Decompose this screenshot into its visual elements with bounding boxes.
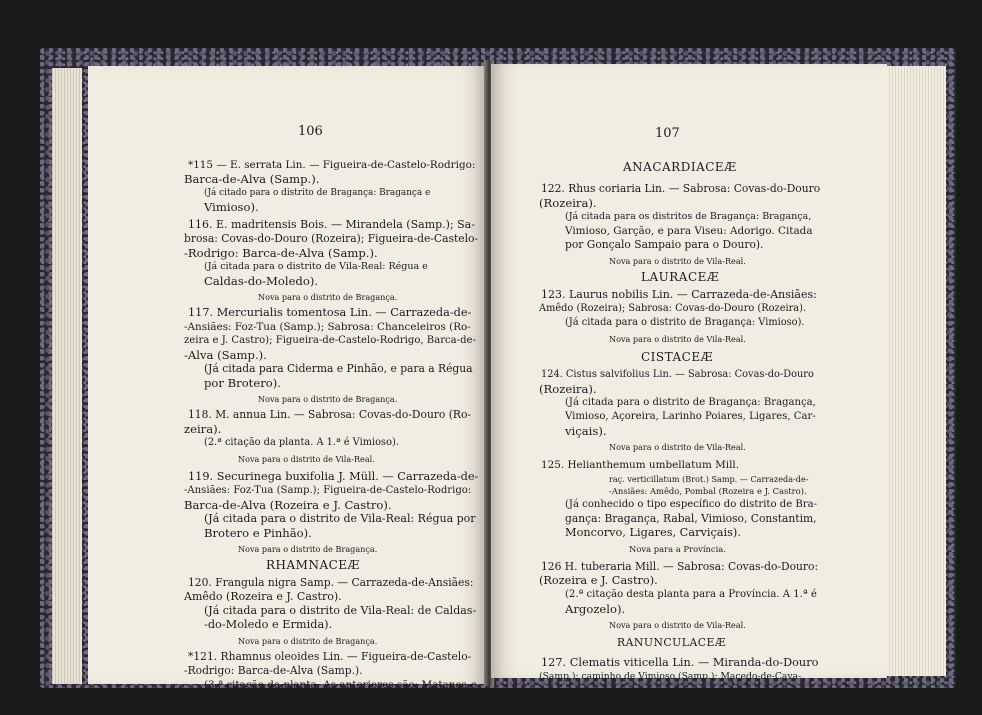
left-page xyxy=(88,66,486,706)
left-page-text-line: -Ansiães: Foz-Tua (Samp.); Figueira-de-Castelo-Rodrigo: xyxy=(184,485,472,496)
left-page-text-line: 120. Frangula nigra Samp. — Carrazeda-de-Ansiães: xyxy=(188,576,474,589)
left-page-text-line: (Já citada para o distrito de Vila-Real: de Caldas- xyxy=(204,604,477,617)
right-page-family-heading: RANUNCULACEÆ xyxy=(617,636,727,649)
left-page-text-line: 116. E. madritensis Bois. — Mirandela (Samp.); Sa- xyxy=(188,218,475,231)
left-page-text-line: -Rodrigo: Barca-de-Alva (Samp.). xyxy=(184,664,363,677)
left-page-text-line: *121. Rhamnus oleoides Lin. — Figueira-de-Castelo- xyxy=(188,650,472,663)
left-page-text-line: brosa: Covas-do-Douro (Rozeira); Figueira-de-Castelo- xyxy=(184,232,479,245)
left-page-text-line: Pinhão). xyxy=(204,692,253,706)
right-page-text-line: Argozelo). xyxy=(565,602,626,616)
right-page-text-line: por Gonçalo Sampaio para o Douro). xyxy=(565,238,764,251)
left-page-family-heading: RHAMNACEÆ xyxy=(266,558,361,572)
right-page-text-line: 123. Laurus nobilis Lin. — Carrazeda-de-Ansiães: xyxy=(541,288,817,301)
left-page-text-line: por Brotero). xyxy=(204,376,281,390)
right-page-text-line: (Samp.); caminho de Vimioso (Samp.); Macedo-de-Cava- xyxy=(539,671,802,682)
left-page-text-line: zeira e J. Castro); Figueira-de-Castelo-Rodrigo, Barca-de- xyxy=(184,335,476,346)
left-page-text-line: Nova para o distrito de Vila-Real. xyxy=(238,454,375,464)
right-page-text-line: -Ansiães: Amêdo, Pombal (Rozeira e J. Castro). xyxy=(609,486,807,496)
right-page-text-line: Vimioso, Açoreira, Larinho Poiares, Ligares, Car- xyxy=(565,411,816,422)
right-page-text-line: 127. Clematis viticella Lin. — Miranda-do-Douro xyxy=(541,656,819,669)
right-page-text-line: (Já conhecido o tipo específico do distrito de Bra- xyxy=(565,499,817,510)
right-page-text-line: (Já citada para o distrito de Bragança: Bragança, xyxy=(565,397,816,408)
right-page-text-line: Nova para o distrito de Vila-Real. xyxy=(609,442,746,452)
left-page-text-line: Barca-de-Alva (Samp.). xyxy=(184,172,320,186)
right-page-text-line: (Rozeira). xyxy=(539,196,597,210)
right-page-text-line: raç. verticillatum (Brot.) Samp. — Carrazeda-de- xyxy=(609,474,809,484)
left-page-text-line: 119. Securinega buxifolia J. Müll. — Carrazeda-de- xyxy=(188,470,479,483)
left-page-text-line: -Ansiães: Foz-Tua (Samp.); Sabrosa: Chanceleiros (Ro- xyxy=(184,321,471,333)
right-page-number: 107 xyxy=(655,126,680,141)
left-page-text-line: zeira). xyxy=(184,422,222,436)
right-page xyxy=(491,64,887,682)
left-page-text-line: 117. Mercurialis tomentosa Lin. — Carrazeda-de- xyxy=(188,306,472,319)
left-page-text-line: Amêdo (Rozeira e J. Castro). xyxy=(184,590,342,603)
left-page-text-line: Barca-de-Alva (Rozeira e J. Castro). xyxy=(184,498,392,512)
right-page-text-line: 124. Cistus salvifolius Lin. — Sabrosa: Covas-do-Douro xyxy=(541,369,814,380)
right-page-text-line: viçais). xyxy=(565,424,607,438)
right-page-text-line: Nova para o distrito de Vila-Real. xyxy=(609,256,746,266)
left-page-text-line: -Rodrigo: Barca-de-Alva (Samp.). xyxy=(184,246,378,260)
left-page-text-line: (Já citado para o distrito de Bragança: Bragança e xyxy=(204,188,431,198)
right-page-text-line: Vimioso, Garção, e para Viseu: Adorigo. Citada xyxy=(565,225,813,237)
left-page-text-line: (Já citada para o distrito de Vila-Real: Régua por xyxy=(204,512,476,525)
right-page-text-line: 122. Rhus coriaria Lin. — Sabrosa: Covas-do-Douro xyxy=(541,182,821,195)
left-page-text-line: Nova para o distrito de Bragança. xyxy=(238,636,378,646)
left-page-text-line: 118. M. annua Lin. — Sabrosa: Covas-do-Douro (Ro- xyxy=(188,408,472,421)
right-page-text-line: (Já citada para o distrito de Bragança: Vimioso). xyxy=(565,317,805,328)
right-page-text-line: 126 H. tuberaria Mill. — Sabrosa: Covas-do-Douro: xyxy=(541,560,819,573)
right-page-text-line: (Rozeira e J. Castro). xyxy=(539,574,658,587)
right-page-text-line: Amêdo (Rozeira); Sabrosa: Covas-do-Douro (Rozeira). xyxy=(539,303,807,314)
right-page-text-line: Nova para o distrito de Vila-Real. xyxy=(609,620,746,630)
left-page-text-line: (3.ª citação da planta. As anteriores são: Matança e xyxy=(204,679,477,691)
left-page-text-line: -Alva (Samp.). xyxy=(184,348,267,362)
left-page-text-line: Brotero e Pinhão). xyxy=(204,526,312,540)
page-edges-left xyxy=(52,68,82,684)
right-page-text-line: (2.ª citação desta planta para a Província. A 1.ª é xyxy=(565,589,817,600)
right-page-text-line: gança: Bragança, Rabal, Vimioso, Constantim, xyxy=(565,512,817,525)
left-page-text-line: (Já citada para Ciderma e Pinhão, e para a Régua xyxy=(204,362,473,375)
left-page-text-line: *115 — E. serrata Lin. — Figueira-de-Castelo-Rodrigo: xyxy=(188,159,476,171)
right-page-family-heading: CISTACEÆ xyxy=(641,350,714,364)
left-page-text-line: Nova para o distrito de Bragança. xyxy=(238,544,378,554)
left-page-text-line: -do-Moledo e Ermida). xyxy=(204,618,333,631)
right-page-family-heading: ANACARDIACEÆ xyxy=(623,160,737,174)
left-page-text-line: Vimioso). xyxy=(204,200,259,214)
right-page-text-line: (Rozeira). xyxy=(539,382,597,396)
left-page-number: 106 xyxy=(298,124,323,139)
right-page-text-line: 125. Helianthemum umbellatum Mill. xyxy=(541,459,740,471)
left-page-text-line: (Já citada para o distrito de Vila-Real: Régua e xyxy=(204,261,428,272)
left-page-text-line: Nova para o distrito de Bragança. xyxy=(258,394,398,404)
left-page-text-line: Caldas-do-Moledo). xyxy=(204,274,319,288)
page-edges-right xyxy=(886,66,946,676)
left-page-text-line: Nova para o distrito de Bragança. xyxy=(258,292,398,302)
right-page-text-line: Nova para o distrito de Vila-Real. xyxy=(609,334,746,344)
right-page-text-line: Nova para a Província. xyxy=(629,544,726,554)
right-page-text-line: Moncorvo, Ligares, Carviçais). xyxy=(565,526,741,539)
right-page-text-line: (Já citada para os distritos de Bragança: Bragança, xyxy=(565,211,812,222)
right-page-family-heading: LAURACEÆ xyxy=(641,270,720,284)
left-page-text-line: (2.ª citação da planta. A 1.ª é Vimioso). xyxy=(204,437,399,448)
